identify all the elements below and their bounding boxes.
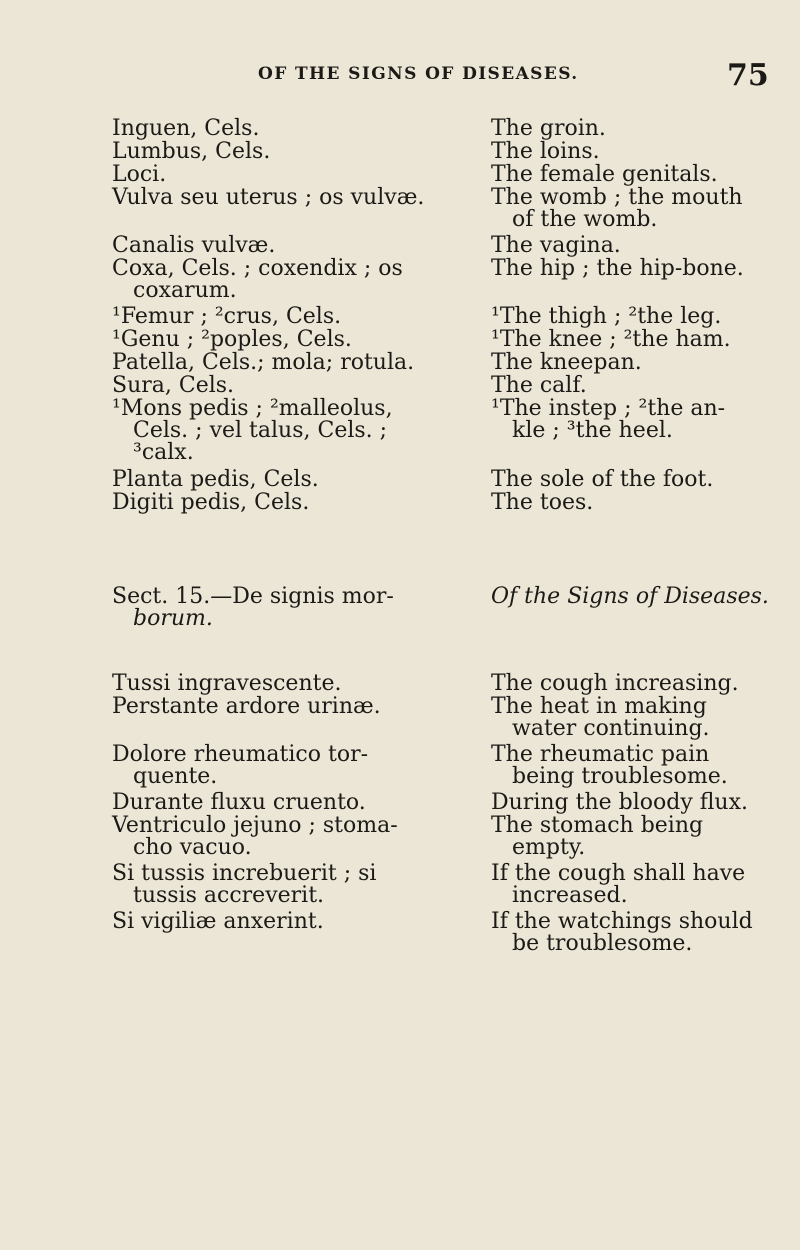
entry-line: The womb ; the mouth [491,185,743,210]
english-entry [491,469,713,491]
entry-line: The hip ; the hip-bone. [491,256,744,281]
english-entry [491,187,743,231]
entry-line: During the bloody flux. [491,790,748,815]
entry-line: increased. [512,883,628,908]
entry-line: ¹Mons pedis ; ²malleolus, [112,396,393,421]
latin-entry [112,469,319,491]
latin-entry [112,815,398,859]
english-entry [491,492,593,514]
entry-line: ¹The thigh ; ²the leg. [491,304,722,329]
latin-entry [112,258,403,302]
entry-line: be troublesome. [512,931,693,956]
entry-line: If the cough shall have [491,861,746,886]
entry-line: The stomach being [491,813,704,838]
latin-entry [112,329,352,351]
entry-line: Perstante ardore urinæ. [112,694,381,719]
entry-line: being troublesome. [512,764,728,789]
latin-entry [112,696,381,718]
entry-line: The kneepan. [491,350,642,375]
entry-line: quente. [133,764,218,789]
latin-entry [112,187,424,209]
latin-entry [112,673,341,695]
latin-entry [112,141,270,163]
entry-line: of the womb. [512,207,658,232]
entry-line: The vagina. [491,233,621,258]
entry-line: Digiti pedis, Cels. [112,490,310,515]
section-heading-latin [112,586,394,630]
latin-entry [112,235,275,257]
entry-line: cho vacuo. [133,835,252,860]
entry-line: Dolore rheumatico tor- [112,742,369,767]
entry-line: Vulva seu uterus ; os vulvæ. [112,185,425,210]
entry-line: Patella, Cels.; mola; rotula. [112,350,415,375]
entry-line: The loins. [491,139,600,164]
entry-line: ¹The instep ; ²the an- [491,396,726,421]
entry-line: Sura, Cels. [112,373,235,398]
english-entry [491,696,710,740]
english-entry [491,306,721,328]
page-header [0,58,800,98]
latin-entry [112,375,234,397]
english-entry [491,375,587,397]
entry-line: Ventriculo jejuno ; stoma- [112,813,398,838]
entry-line: Loci. [112,162,167,187]
entry-line: The rheumatic pain [491,742,710,767]
running-head: OF THE SIGNS OF DISEASES. [258,64,579,84]
entry-line: tussis accreverit. [133,883,325,908]
entry-line: The groin. [491,116,606,141]
latin-entry [112,352,414,374]
latin-entry [112,306,341,328]
latin-entry [112,863,376,907]
entry-line: Lumbus, Cels. [112,139,271,164]
section-heading-english [491,586,769,608]
entry-line: coxarum. [133,278,237,303]
entry-line: Durante fluxu cruento. [112,790,366,815]
entry-line: Canalis vulvæ. [112,233,276,258]
entry-line: Of the Signs of Diseases. [491,584,769,609]
english-entry [491,118,606,140]
entry-line: kle ; ³the heel. [512,418,673,443]
entry-line: Cels. ; vel talus, Cels. ; [133,418,388,443]
entry-line: Si tussis increbuerit ; si [112,861,377,886]
latin-entry [112,398,393,464]
latin-entry [112,792,366,814]
english-entry [491,164,718,186]
english-entry [491,863,745,907]
english-entry [491,141,600,163]
latin-entry [112,492,309,514]
english-entry [491,815,703,859]
entry-line: Coxa, Cels. ; coxendix ; os [112,256,403,281]
page-number: 75 [727,58,769,93]
entry-line: The calf. [491,373,587,398]
entry-line: Tussi ingravescente. [112,671,342,696]
english-entry [491,258,744,280]
entry-line: ¹Femur ; ²crus, Cels. [112,304,342,329]
entry-line: ¹The knee ; ²the ham. [491,327,731,352]
latin-entry [112,744,368,788]
english-entry [491,235,621,257]
english-entry [491,673,739,695]
entry-line: water continuing. [512,716,710,741]
entry-line: borum. [133,606,213,631]
english-entry [491,744,728,788]
entry-line: Planta pedis, Cels. [112,467,319,492]
entry-line: empty. [512,835,586,860]
entry-line: Si vigiliæ anxerint. [112,909,324,934]
entry-line: ³calx. [133,440,194,465]
latin-entry [112,118,259,140]
entry-line: The cough increasing. [491,671,739,696]
english-entry [491,911,753,955]
english-entry [491,329,731,351]
entry-line: The female genitals. [491,162,718,187]
entry-line: The toes. [491,490,594,515]
latin-entry [112,164,166,186]
entry-line: Sect. 15.—De signis mor- [112,584,394,609]
entry-line: ¹Genu ; ²poples, Cels. [112,327,352,352]
english-entry [491,792,748,814]
entry-line: The heat in making [491,694,707,719]
english-entry [491,352,642,374]
entry-line: If the watchings should [491,909,753,934]
english-entry [491,398,725,442]
entry-line: Inguen, Cels. [112,116,260,141]
entry-line: The sole of the foot. [491,467,714,492]
latin-entry [112,911,324,933]
